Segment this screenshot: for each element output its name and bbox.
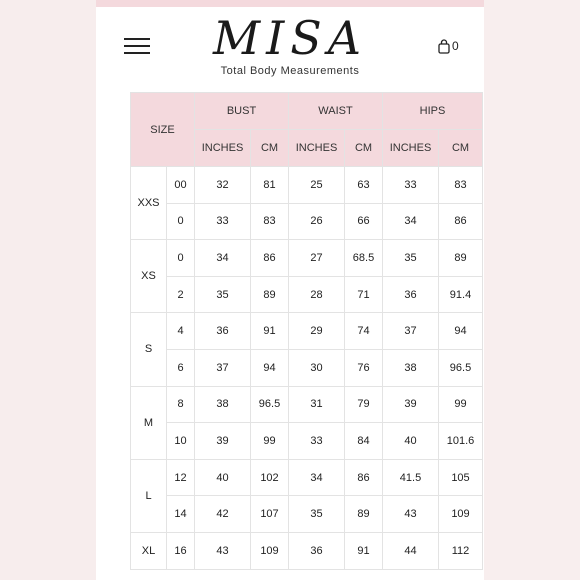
unit-header: INCHES [383, 130, 439, 167]
measurement-cell: 112 [439, 532, 483, 569]
table-row [131, 532, 483, 569]
size-group-label: S [131, 313, 167, 386]
measurement-cell: 36 [289, 532, 345, 569]
numeric-size-cell: 6 [167, 349, 195, 386]
measurement-cell: 28 [289, 276, 345, 313]
size-group-label: XXS [131, 167, 167, 240]
measurement-cell: 37 [383, 313, 439, 350]
numeric-size-cell: 00 [167, 167, 195, 204]
measurement-cell: 39 [195, 423, 251, 460]
measurement-cell: 84 [345, 423, 383, 460]
measurement-cell: 83 [439, 167, 483, 204]
measurement-cell: 81 [251, 167, 289, 204]
measurement-cell: 99 [439, 386, 483, 423]
table-row [131, 423, 483, 460]
measurement-cell: 94 [439, 313, 483, 350]
measurement-cell: 36 [195, 313, 251, 350]
measurement-cell: 39 [383, 386, 439, 423]
measurement-cell: 74 [345, 313, 383, 350]
table-row [131, 459, 483, 496]
measurement-cell: 68.5 [345, 240, 383, 277]
measurement-cell: 43 [383, 496, 439, 533]
site-header [96, 7, 484, 87]
measurement-cell: 44 [383, 532, 439, 569]
measurement-cell: 35 [383, 240, 439, 277]
top-banner-strip [96, 0, 484, 7]
page-subtitle: Total Body Measurements [220, 65, 360, 77]
unit-header: CM [439, 130, 483, 167]
measurement-cell: 29 [289, 313, 345, 350]
measurement-cell: 25 [289, 167, 345, 204]
measurement-cell: 35 [195, 276, 251, 313]
measurement-cell: 63 [345, 167, 383, 204]
measurement-cell: 99 [251, 423, 289, 460]
numeric-size-cell: 0 [167, 203, 195, 240]
size-group-label: M [131, 386, 167, 459]
table-row [131, 276, 483, 313]
measurement-cell: 34 [289, 459, 345, 496]
measurement-cell: 34 [195, 240, 251, 277]
measurement-cell: 38 [195, 386, 251, 423]
measurement-cell: 96.5 [251, 386, 289, 423]
measurement-cell: 41.5 [383, 459, 439, 496]
table-row [131, 496, 483, 533]
unit-header: CM [251, 130, 289, 167]
table-row [131, 240, 483, 277]
measurement-cell: 27 [289, 240, 345, 277]
measurement-cell: 30 [289, 349, 345, 386]
measurement-cell: 101.6 [439, 423, 483, 460]
measurement-cell: 66 [345, 203, 383, 240]
table-row [131, 203, 483, 240]
table-row [131, 313, 483, 350]
measurement-cell: 33 [383, 167, 439, 204]
size-group-label: L [131, 459, 167, 532]
measurement-cell: 91 [251, 313, 289, 350]
measurement-cell: 86 [345, 459, 383, 496]
measurement-cell: 102 [251, 459, 289, 496]
table-row [131, 386, 483, 423]
numeric-size-cell: 4 [167, 313, 195, 350]
shopping-bag-icon [438, 39, 450, 54]
cart-count: 0 [452, 39, 459, 53]
numeric-size-cell: 8 [167, 386, 195, 423]
measurement-cell: 109 [251, 532, 289, 569]
size-header: SIZE [131, 93, 195, 167]
brand-logo[interactable]: MISA [212, 11, 367, 65]
measurement-cell: 71 [345, 276, 383, 313]
measurement-cell: 34 [383, 203, 439, 240]
size-chart-table [130, 92, 483, 570]
measurement-cell: 91 [345, 532, 383, 569]
measurement-cell: 89 [251, 276, 289, 313]
unit-header: INCHES [289, 130, 345, 167]
measurement-cell: 79 [345, 386, 383, 423]
numeric-size-cell: 16 [167, 532, 195, 569]
bust-header: BUST [195, 93, 289, 130]
measurement-cell: 31 [289, 386, 345, 423]
measurement-cell: 33 [289, 423, 345, 460]
measurement-cell: 89 [439, 240, 483, 277]
measurement-cell: 35 [289, 496, 345, 533]
unit-header: CM [345, 130, 383, 167]
backdrop-right [484, 0, 580, 580]
measurement-cell: 109 [439, 496, 483, 533]
measurement-cell: 107 [251, 496, 289, 533]
measurement-cell: 91.4 [439, 276, 483, 313]
measurement-cell: 86 [439, 203, 483, 240]
size-chart-page [96, 0, 484, 580]
numeric-size-cell: 12 [167, 459, 195, 496]
size-group-label: XS [131, 240, 167, 313]
measurement-cell: 37 [195, 349, 251, 386]
cart-button[interactable] [438, 37, 459, 55]
table-row [131, 167, 483, 204]
measurement-cell: 42 [195, 496, 251, 533]
measurement-cell: 32 [195, 167, 251, 204]
size-chart-body [131, 167, 483, 570]
measurement-cell: 38 [383, 349, 439, 386]
table-row [131, 349, 483, 386]
numeric-size-cell: 0 [167, 240, 195, 277]
measurement-cell: 83 [251, 203, 289, 240]
measurement-cell: 40 [383, 423, 439, 460]
unit-header: INCHES [195, 130, 251, 167]
measurement-cell: 96.5 [439, 349, 483, 386]
measurement-cell: 89 [345, 496, 383, 533]
backdrop-left [0, 0, 96, 580]
measurement-cell: 105 [439, 459, 483, 496]
measurement-cell: 36 [383, 276, 439, 313]
measurement-cell: 76 [345, 349, 383, 386]
numeric-size-cell: 14 [167, 496, 195, 533]
measurement-cell: 26 [289, 203, 345, 240]
numeric-size-cell: 2 [167, 276, 195, 313]
measurement-cell: 86 [251, 240, 289, 277]
hips-header: HIPS [383, 93, 483, 130]
waist-header: WAIST [289, 93, 383, 130]
size-group-label: XL [131, 532, 167, 569]
measurement-cell: 33 [195, 203, 251, 240]
measurement-cell: 94 [251, 349, 289, 386]
measurement-cell: 43 [195, 532, 251, 569]
measurement-cell: 40 [195, 459, 251, 496]
numeric-size-cell: 10 [167, 423, 195, 460]
